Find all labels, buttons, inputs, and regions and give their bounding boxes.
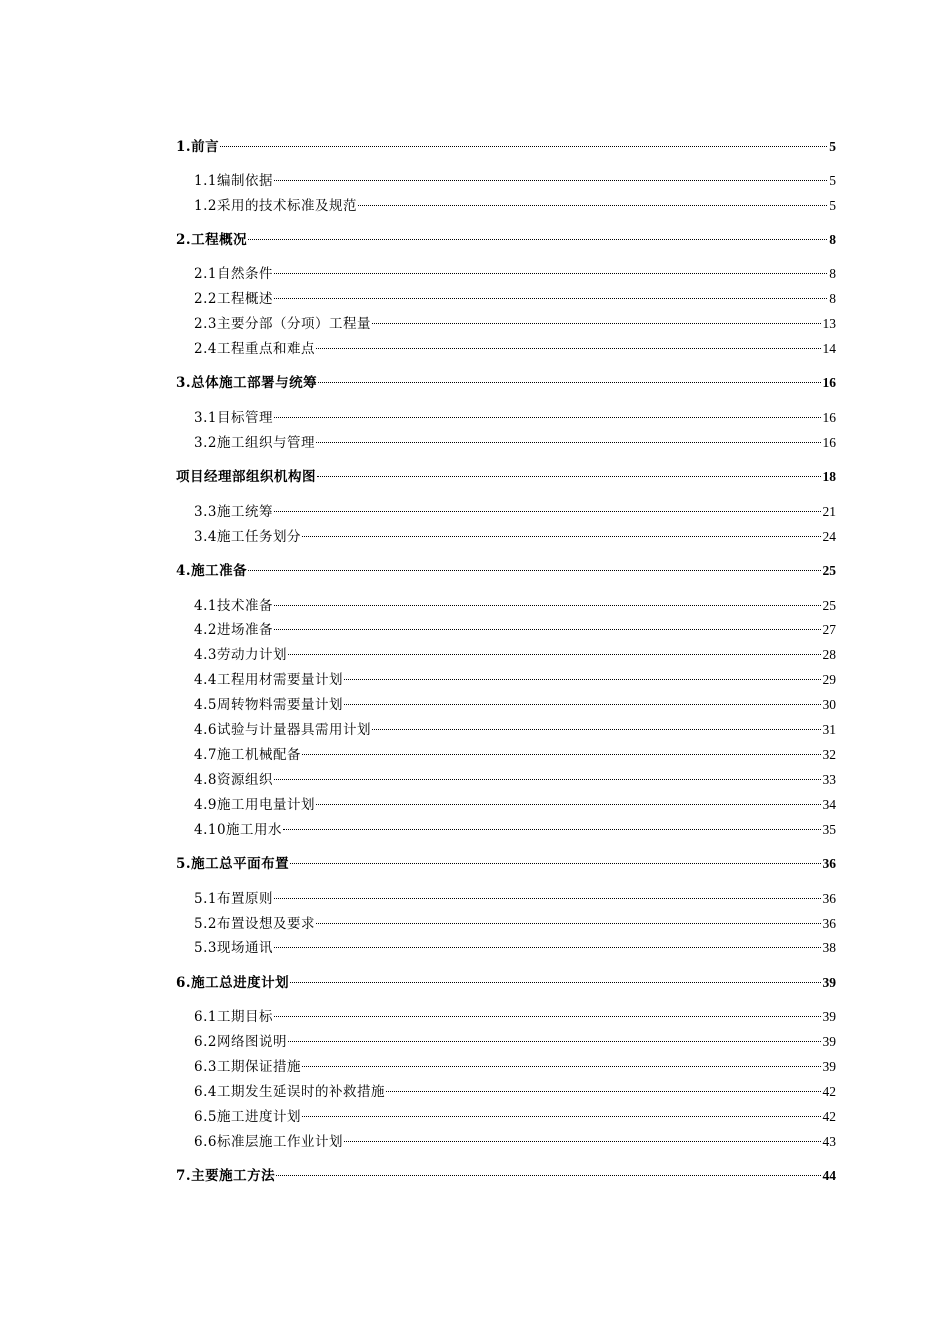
toc-section-entry[interactable] bbox=[194, 1082, 836, 1102]
toc-section-entry[interactable] bbox=[194, 695, 836, 715]
toc-entry-title: 4.8资源组织 bbox=[194, 772, 273, 788]
toc-entry-title: 5.施工总平面布置 bbox=[176, 856, 290, 872]
toc-dot-leader bbox=[317, 476, 821, 477]
toc-dot-leader bbox=[358, 205, 827, 206]
toc-entry-title: 5.2布置设想及要求 bbox=[194, 916, 315, 932]
toc-entry-title: 4.3劳动力计划 bbox=[194, 647, 287, 663]
toc-chapter-entry[interactable] bbox=[176, 137, 836, 157]
toc-entry-title: 6.施工总进度计划 bbox=[176, 975, 290, 991]
toc-chapter-entry[interactable] bbox=[176, 973, 836, 993]
toc-page-number: 29 bbox=[822, 672, 836, 687]
toc-section-entry[interactable] bbox=[194, 171, 836, 191]
toc-dot-leader bbox=[344, 1141, 821, 1142]
toc-dot-leader bbox=[274, 511, 821, 512]
toc-entry-title: 1.2采用的技术标准及规范 bbox=[194, 198, 357, 214]
toc-page-number: 31 bbox=[822, 722, 836, 737]
toc-page-number: 27 bbox=[822, 622, 836, 637]
toc-dot-leader bbox=[290, 982, 820, 983]
toc-dot-leader bbox=[248, 570, 820, 571]
toc-page-number: 8 bbox=[829, 232, 836, 247]
toc-entry-title: 4.2进场准备 bbox=[194, 622, 273, 638]
toc-page-number: 36 bbox=[822, 916, 836, 931]
toc-entry-title: 3.3施工统筹 bbox=[194, 504, 273, 520]
toc-entry-title: 6.4工期发生延误时的补救措施 bbox=[194, 1084, 385, 1100]
toc-section-entry[interactable] bbox=[194, 938, 836, 958]
toc-section-entry[interactable] bbox=[194, 720, 836, 740]
toc-dot-leader bbox=[316, 804, 821, 805]
toc-section-entry[interactable] bbox=[194, 1057, 836, 1077]
toc-section-entry[interactable] bbox=[194, 502, 836, 522]
toc-entry-title: 1.1编制依据 bbox=[194, 173, 273, 189]
toc-entry-title: 1.前言 bbox=[176, 139, 220, 155]
toc-entry-title: 4.9施工用电量计划 bbox=[194, 797, 315, 813]
toc-page-number: 30 bbox=[822, 697, 836, 712]
toc-dot-leader bbox=[288, 1041, 821, 1042]
toc-entry-title: 6.1工期目标 bbox=[194, 1009, 273, 1025]
toc-dot-leader bbox=[290, 863, 820, 864]
toc-page-number: 38 bbox=[822, 940, 836, 955]
toc-dot-leader bbox=[302, 754, 821, 755]
toc-page-number: 42 bbox=[822, 1109, 836, 1124]
toc-chapter-entry[interactable] bbox=[176, 1166, 836, 1186]
toc-dot-leader bbox=[302, 536, 821, 537]
toc-entry-title: 项目经理部组织机构图 bbox=[176, 469, 316, 485]
toc-page-number: 33 bbox=[822, 772, 836, 787]
toc-section-entry[interactable] bbox=[194, 433, 836, 453]
toc-dot-leader bbox=[248, 239, 827, 240]
toc-entry-title: 5.3现场通讯 bbox=[194, 940, 273, 956]
toc-dot-leader bbox=[372, 323, 821, 324]
toc-dot-leader bbox=[274, 180, 827, 181]
toc-section-entry[interactable] bbox=[194, 289, 836, 309]
toc-dot-leader bbox=[283, 829, 820, 830]
toc-section-entry[interactable] bbox=[194, 408, 836, 428]
toc-entry-title: 6.2网络图说明 bbox=[194, 1034, 287, 1050]
toc-section-entry[interactable] bbox=[194, 314, 836, 334]
toc-page-number: 18 bbox=[822, 469, 836, 484]
toc-page-number: 39 bbox=[822, 1009, 836, 1024]
toc-section-entry[interactable] bbox=[194, 770, 836, 790]
toc-page-number: 13 bbox=[822, 316, 836, 331]
toc-page-number: 42 bbox=[822, 1084, 836, 1099]
toc-entry-title: 3.2施工组织与管理 bbox=[194, 435, 315, 451]
toc-page-number: 14 bbox=[822, 341, 836, 356]
toc-page-number: 35 bbox=[822, 822, 836, 837]
toc-dot-leader bbox=[316, 442, 821, 443]
toc-section-entry[interactable] bbox=[194, 1107, 836, 1127]
toc-dot-leader bbox=[302, 1116, 821, 1117]
toc-section-entry[interactable] bbox=[194, 645, 836, 665]
toc-page-number: 39 bbox=[822, 975, 836, 990]
toc-page-number: 5 bbox=[829, 198, 836, 213]
toc-dot-leader bbox=[386, 1091, 821, 1092]
toc-page-number: 28 bbox=[822, 647, 836, 662]
toc-section-entry[interactable] bbox=[194, 1032, 836, 1052]
toc-page-number: 5 bbox=[829, 139, 836, 154]
toc-entry-title: 6.5施工进度计划 bbox=[194, 1109, 301, 1125]
toc-entry-title: 4.施工准备 bbox=[176, 563, 248, 579]
toc-entry-title: 2.工程概况 bbox=[176, 232, 248, 248]
toc-entry-title: 4.7施工机械配备 bbox=[194, 747, 301, 763]
toc-entry-title: 3.1目标管理 bbox=[194, 410, 273, 426]
toc-entry-title: 7.主要施工方法 bbox=[176, 1168, 276, 1184]
toc-entry-title: 6.3工期保证措施 bbox=[194, 1059, 301, 1075]
toc-dot-leader bbox=[274, 273, 827, 274]
toc-section-entry[interactable] bbox=[194, 596, 836, 616]
toc-page-number: 25 bbox=[822, 563, 836, 578]
toc-page-number: 39 bbox=[822, 1034, 836, 1049]
toc-page-number: 34 bbox=[822, 797, 836, 812]
toc-dot-leader bbox=[316, 348, 821, 349]
toc-entry-title: 4.10施工用水 bbox=[194, 822, 283, 838]
toc-page-number: 8 bbox=[829, 291, 836, 306]
toc-section-entry[interactable] bbox=[194, 264, 836, 284]
toc-dot-leader bbox=[274, 1016, 821, 1017]
toc-section-entry[interactable] bbox=[194, 820, 836, 840]
toc-page-number: 5 bbox=[829, 173, 836, 188]
toc-section-entry[interactable] bbox=[194, 670, 836, 690]
toc-dot-leader bbox=[344, 679, 821, 680]
toc-dot-leader bbox=[302, 1066, 821, 1067]
toc-page-number: 16 bbox=[822, 375, 836, 390]
toc-dot-leader bbox=[318, 382, 820, 383]
toc-page-number: 8 bbox=[829, 266, 836, 281]
toc-page-number: 16 bbox=[822, 435, 836, 450]
toc-chapter-entry[interactable] bbox=[176, 230, 836, 250]
toc-section-entry[interactable] bbox=[194, 1132, 836, 1152]
toc-section-entry[interactable] bbox=[194, 527, 836, 547]
toc-entry-title: 4.6试验与计量器具需用计划 bbox=[194, 722, 371, 738]
toc-dot-leader bbox=[274, 298, 827, 299]
toc-dot-leader bbox=[220, 146, 827, 147]
toc-section-entry[interactable] bbox=[194, 196, 836, 216]
toc-chapter-entry[interactable] bbox=[176, 467, 836, 487]
toc-page-number: 36 bbox=[822, 891, 836, 906]
toc-chapter-entry[interactable] bbox=[176, 561, 836, 581]
toc-entry-title: 4.1技术准备 bbox=[194, 598, 273, 614]
toc-page-number: 39 bbox=[822, 1059, 836, 1074]
toc-section-entry[interactable] bbox=[194, 795, 836, 815]
toc-page-number: 21 bbox=[822, 504, 836, 519]
toc-section-entry[interactable] bbox=[194, 620, 836, 640]
toc-dot-leader bbox=[274, 605, 821, 606]
toc-dot-leader bbox=[274, 629, 821, 630]
toc-entry-title: 2.4工程重点和难点 bbox=[194, 341, 315, 357]
toc-page-number: 32 bbox=[822, 747, 836, 762]
toc-dot-leader bbox=[276, 1175, 820, 1176]
toc-entry-title: 4.5周转物料需要量计划 bbox=[194, 697, 343, 713]
toc-entry-title: 3.总体施工部署与统筹 bbox=[176, 375, 318, 391]
toc-entry-title: 3.4施工任务划分 bbox=[194, 529, 301, 545]
toc-dot-leader bbox=[274, 898, 821, 899]
toc-dot-leader bbox=[274, 779, 821, 780]
toc-entry-title: 6.6标准层施工作业计划 bbox=[194, 1134, 343, 1150]
toc-dot-leader bbox=[316, 923, 821, 924]
toc-chapter-entry[interactable] bbox=[176, 373, 836, 393]
toc-page-number: 24 bbox=[822, 529, 836, 544]
toc-chapter-entry[interactable] bbox=[176, 854, 836, 874]
toc-entry-title: 2.1自然条件 bbox=[194, 266, 273, 282]
toc-dot-leader bbox=[372, 729, 821, 730]
toc-dot-leader bbox=[274, 947, 821, 948]
toc-section-entry[interactable] bbox=[194, 889, 836, 909]
toc-entry-title: 2.2工程概述 bbox=[194, 291, 273, 307]
toc-page-number: 36 bbox=[822, 856, 836, 871]
toc-section-entry[interactable] bbox=[194, 914, 836, 934]
toc-entry-title: 5.1布置原则 bbox=[194, 891, 273, 907]
toc-dot-leader bbox=[344, 704, 821, 705]
toc-entry-title: 4.4工程用材需要量计划 bbox=[194, 672, 343, 688]
toc-entry-title: 2.3主要分部（分项）工程量 bbox=[194, 316, 371, 332]
toc-page-number: 16 bbox=[822, 410, 836, 425]
toc-section-entry[interactable] bbox=[194, 1007, 836, 1027]
toc-dot-leader bbox=[274, 417, 821, 418]
toc-page-number: 25 bbox=[822, 598, 836, 613]
toc-section-entry[interactable] bbox=[194, 745, 836, 765]
toc-dot-leader bbox=[288, 654, 821, 655]
toc-section-entry[interactable] bbox=[194, 339, 836, 359]
toc-page-number: 43 bbox=[822, 1134, 836, 1149]
toc-page-number: 44 bbox=[822, 1168, 836, 1183]
